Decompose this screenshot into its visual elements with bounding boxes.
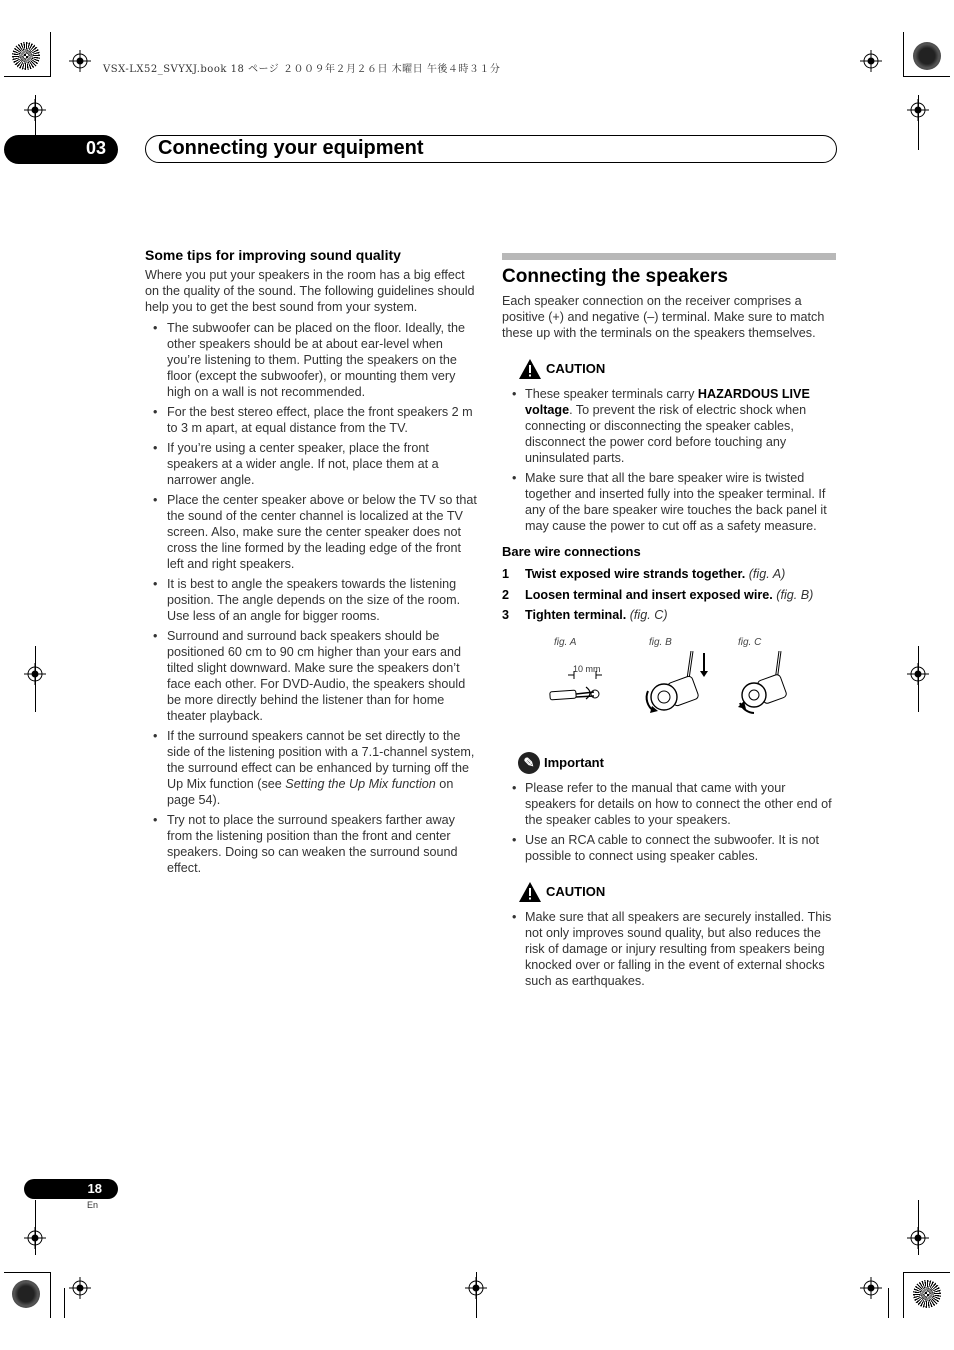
caution-item: • Make sure that all speakers are securely installed. This not only improves sound quality, but also reduces the risk of damage or injury resulting from speakers being knocked over or falling in the event of external shocks such as earthquakes.: [502, 909, 836, 989]
warning-triangle-icon: [518, 358, 542, 380]
tips-item: [145, 728, 478, 808]
chapter-number: 03: [85, 138, 106, 158]
registration-target-icon: [860, 1277, 882, 1299]
caution-list: [502, 386, 836, 534]
tips-item: • Surround and surround back speakers should be positioned 60 cm to 90 cm higher than your ears and tilted slight downward. Make sure the speakers don’t face each other. For DVD-Audio, the speakers should be more directly behind the listener than for home theater playback.: [145, 628, 478, 724]
important-item: • Use an RCA cable to connect the subwoofer. It is not possible to connect using speaker cables.: [502, 832, 836, 864]
tips-heading: Some tips for improving sound quality: [145, 247, 401, 263]
step-number: 2: [502, 587, 510, 602]
tips-item-text: on page 54).: [167, 777, 454, 807]
step-item: [502, 566, 836, 582]
important-header: [518, 751, 836, 775]
bare-wire-heading: Bare wire connections: [502, 544, 641, 559]
tips-item: • Place the center speaker above or below the TV so that the sound of the center channel is localized at the TV screen. Also, make sure the center speaker does not cross the line formed by the leading edge of the front left and right speakers.: [145, 492, 478, 572]
chapter-title: Connecting your equipment: [158, 137, 424, 159]
tips-item: • The subwoofer can be placed on the floor. Ideally, the other speakers should be at about ear-level when you’re listening to them. Putting the speakers on the floor (except the subwoofer), or mounting them very high on a wall is not recommended.: [145, 320, 478, 400]
registration-rosette-icon: [12, 1280, 40, 1308]
registration-target-icon: [907, 1227, 929, 1249]
wire-length-label: 10 mm: [573, 664, 601, 674]
caution-text: These speaker terminals carry: [525, 387, 698, 401]
tips-list: [145, 320, 478, 876]
caution-item: • Make sure that all the bare speaker wire is twisted together and inserted fully into the speaker terminal. If any of the bare speaker wire touches the back panel it may cause the power to cut off as a safety measure.: [502, 470, 836, 534]
caution-text: . To prevent the risk of electric shock when connecting or disconnecting the speaker cables, disconnect the power cord before touching any uninsulated parts.: [525, 403, 807, 465]
step-number: 3: [502, 608, 510, 622]
registration-rosette-icon: [913, 1280, 941, 1308]
caution-label: CAUTION: [546, 361, 606, 376]
steps-list: [502, 566, 836, 623]
registration-target-icon: [24, 1227, 46, 1249]
loosen-terminal-illustration: [640, 651, 712, 721]
important-label: Important: [544, 755, 604, 770]
tighten-terminal-illustration: [734, 651, 798, 721]
wire-figures: [502, 629, 836, 749]
step-fig-ref: (fig. B): [776, 587, 814, 602]
tips-section: [145, 246, 478, 880]
chapter-title-box: [145, 135, 837, 163]
warning-triangle-icon: [518, 881, 542, 903]
cross-reference-link: Setting the Up Mix function: [285, 777, 436, 791]
important-list: [502, 780, 836, 864]
registration-target-icon: [24, 99, 46, 121]
registration-rosette-icon: [12, 42, 40, 70]
chapter-badge: [4, 135, 118, 164]
registration-target-icon: [465, 1277, 487, 1299]
caution-header: [518, 357, 836, 381]
registration-target-icon: [907, 663, 929, 685]
step-text: Tighten terminal.: [525, 608, 627, 622]
fig-a-label: fig. A: [554, 637, 577, 648]
registration-target-icon: [24, 663, 46, 685]
caution-list: [502, 909, 836, 989]
step-fig-ref: (fig. A): [748, 567, 786, 581]
registration-target-icon: [860, 50, 882, 72]
fig-b-label: fig. B: [649, 637, 672, 648]
tips-item: • For the best stereo effect, place the front speakers 2 m to 3 m apart, at equal distance from the TV.: [145, 404, 478, 436]
section-divider-bar: [502, 253, 836, 260]
page-number: 18: [87, 1181, 102, 1196]
tips-item: • If you’re using a center speaker, place the front speakers at a wider angle. If not, place them at a narrower angle.: [145, 440, 478, 488]
tips-item-text: If the surround speakers cannot be set directly to the side of the listening position with a 7.1-channel system, the surround effect can be enhanced by turning off the Up Mix function (see: [167, 729, 475, 791]
registration-rosette-icon: [913, 42, 941, 70]
caution-header: [518, 880, 836, 904]
important-hand-icon: ✎: [518, 752, 540, 774]
book-file-line: VSX-LX52_SVYXJ.book 18 ページ ２００９年２月２６日 木曜日 午後４時３１分: [103, 64, 501, 75]
speakers-intro: Each speaker connection on the receiver comprises a positive (+) and negative (–) terminal. Make sure to match these up with the terminals on the speakers themselves.: [502, 294, 825, 340]
speakers-section: [502, 253, 836, 993]
fig-c-label: fig. C: [738, 637, 762, 648]
step-text: Loosen terminal and insert exposed wire.: [525, 587, 773, 602]
tips-item: • Try not to place the surround speakers farther away from the listening position than the front and center speakers. Doing so can weaken the surround sound effect.: [145, 812, 478, 876]
page-number-badge: [24, 1179, 118, 1199]
important-item: • Please refer to the manual that came with your speakers for details on how to connect the other end of the speaker cables to your speakers.: [502, 780, 836, 828]
twisted-wire-illustration: [546, 669, 608, 709]
page-language: En: [87, 1200, 99, 1210]
tips-item: • It is best to angle the speakers towards the listening position. The angle depends on the size of the room. Use less of an angle for bigger rooms.: [145, 576, 478, 624]
step-number: 1: [502, 567, 510, 581]
caution-label: CAUTION: [546, 884, 606, 899]
step-item: [502, 587, 836, 603]
step-fig-ref: (fig. C): [629, 608, 668, 622]
registration-target-icon: [69, 1277, 91, 1299]
step-text: Twist exposed wire strands together.: [525, 567, 746, 581]
registration-target-icon: [69, 50, 91, 72]
speakers-heading: Connecting the speakers: [502, 266, 728, 287]
step-item: [502, 607, 836, 623]
caution-item: [502, 386, 836, 466]
caution-emphasis: HAZARDOUS LIVE voltage: [525, 387, 810, 417]
registration-target-icon: [907, 99, 929, 121]
tips-intro: Where you put your speakers in the room has a big effect on the quality of the sound. The following guidelines should help you to get the best sound from your system.: [145, 268, 475, 314]
